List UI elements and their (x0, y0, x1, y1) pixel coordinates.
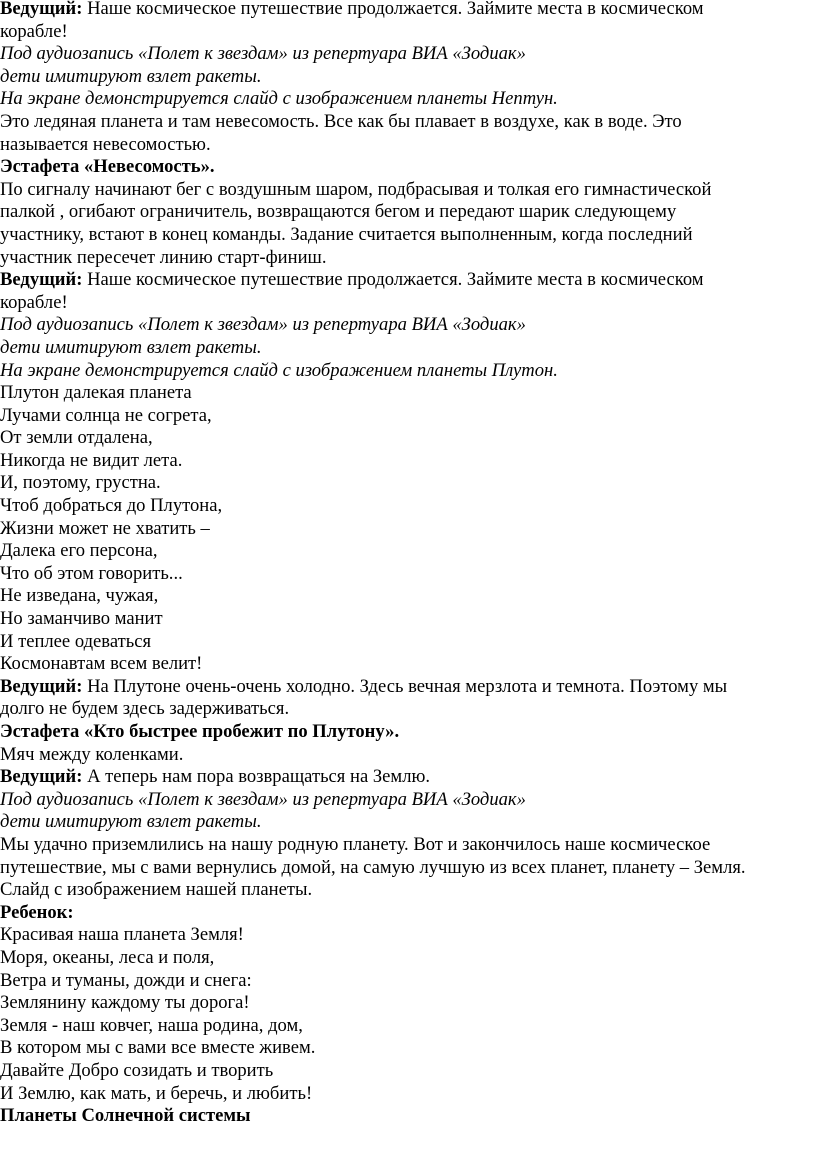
speaker-label: Ведущий: (0, 269, 83, 291)
body-text: корабле! (0, 291, 68, 313)
stage-direction: дети имитируют взлет ракеты. (0, 811, 262, 833)
text-line (0, 66, 816, 89)
text-line (0, 608, 816, 631)
body-text: Это ледяная планета и там невесомость. Все как бы плавает в воздухе, как в воде. Это (0, 110, 682, 132)
body-text: От земли отдалена, (0, 427, 153, 449)
text-line (0, 811, 816, 834)
text-line (0, 766, 816, 789)
text-line (0, 1060, 816, 1083)
body-text: Наше космическое путешествие продолжается. Займите места в космическом (82, 0, 704, 19)
stage-direction: На экране демонстрируется слайд с изображением планеты Плутон. (0, 359, 558, 381)
text-line (0, 134, 816, 157)
body-text: По сигналу начинают бег с воздушным шаром, подбрасывая и толкая его гимнастической (0, 178, 712, 200)
stage-direction: дети имитируют взлет ракеты. (0, 65, 262, 87)
text-line (0, 1015, 816, 1038)
text-line (0, 224, 816, 247)
text-line (0, 721, 816, 744)
speaker-label: Эстафета «Кто быстрее пробежит по Плутону». (0, 721, 400, 742)
body-text: корабле! (0, 20, 68, 42)
text-line (0, 789, 816, 812)
text-line (0, 495, 816, 518)
speaker-label: Эстафета «Невесомость». (0, 156, 215, 178)
text-line (0, 405, 816, 428)
stage-direction: На экране демонстрируется слайд с изображением планеты Нептун. (0, 88, 558, 110)
body-text: Землянину каждому ты дорога! (0, 992, 250, 1014)
body-text: Давайте Добро созидать и творить (0, 1059, 274, 1081)
text-line (0, 314, 816, 337)
body-text: Далека его персона, (0, 540, 158, 562)
body-text: палкой , огибают ограничитель, возвращаются бегом и передают шарик следующему (0, 201, 677, 223)
body-text: Чтоб добраться до Плутона, (0, 495, 223, 517)
text-line (0, 1083, 816, 1106)
text-line (0, 540, 816, 563)
text-line (0, 247, 816, 270)
speaker-label: Ведущий: (0, 766, 83, 788)
text-line (0, 269, 816, 292)
body-text: Слайд с изображением нашей планеты. (0, 879, 313, 901)
text-line (0, 992, 816, 1015)
text-line (0, 88, 816, 111)
body-text: Но заманчиво манит (0, 608, 163, 630)
text-line (0, 450, 816, 473)
text-line (0, 382, 816, 405)
text-line (0, 292, 816, 315)
text-line (0, 1037, 816, 1060)
speaker-label: Ведущий: (0, 0, 83, 19)
body-text: И теплее одеваться (0, 630, 152, 652)
body-text: Космонавтам всем велит! (0, 653, 203, 675)
body-text: Что об этом говорить... (0, 562, 183, 584)
text-line (0, 947, 816, 970)
text-line (0, 179, 816, 202)
text-line (0, 744, 816, 767)
body-text: путешествие, мы с вами вернулись домой, на самую лучшую из всех планет, планету – Земля. (0, 856, 746, 878)
body-text: Наше космическое путешествие продолжается. Займите места в космическом (82, 269, 704, 291)
body-text: Мяч между коленками. (0, 743, 184, 765)
text-line (0, 902, 816, 925)
body-text: Плутон далекая планета (0, 382, 192, 404)
body-text: В котором мы с вами все вместе живем. (0, 1037, 316, 1059)
body-text: Земля - наш ковчег, наша родина, дом, (0, 1014, 303, 1036)
text-line (0, 563, 816, 586)
body-text: Ветра и туманы, дожди и снега: (0, 969, 252, 991)
body-text: Моря, океаны, леса и поля, (0, 946, 215, 968)
body-text: Мы удачно приземлились на нашу родную планету. Вот и закончилось наше космическое (0, 833, 711, 855)
text-line (0, 156, 816, 179)
text-line (0, 427, 816, 450)
text-line (0, 360, 816, 383)
body-text: И Землю, как мать, и беречь, и любить! (0, 1082, 313, 1104)
body-text: Никогда не видит лета. (0, 449, 183, 471)
stage-direction: дети имитируют взлет ракеты. (0, 336, 262, 358)
text-line (0, 201, 816, 224)
body-text: Не изведана, чужая, (0, 585, 159, 607)
text-line (0, 518, 816, 541)
text-line (0, 631, 816, 654)
body-text: На Плутоне очень-очень холодно. Здесь вечная мерзлота и темнота. Поэтому мы (82, 675, 728, 697)
text-line (0, 0, 816, 21)
text-line (0, 653, 816, 676)
text-line (0, 970, 816, 993)
text-line (0, 879, 816, 902)
text-line (0, 857, 816, 880)
text-line (0, 21, 816, 44)
text-line (0, 337, 816, 360)
stage-direction: Под аудиозапись «Полет к звездам» из репертуара ВИА «Зодиак» (0, 43, 526, 65)
body-text: Красивая наша планета Земля! (0, 924, 244, 946)
body-text: участник пересечет линию старт-финиш. (0, 246, 327, 268)
body-text: Лучами солнца не согрета, (0, 404, 212, 426)
text-line (0, 676, 816, 699)
speaker-label: Планеты Солнечной системы (0, 1105, 251, 1127)
stage-direction: Под аудиозапись «Полет к звездам» из репертуара ВИА «Зодиак» (0, 788, 526, 810)
text-line (0, 43, 816, 66)
body-text: долго не будем здесь задерживаться. (0, 698, 290, 720)
body-text: участнику, встают в конец команды. Задание считается выполненным, когда последний (0, 223, 693, 245)
speaker-label: Ведущий: (0, 675, 83, 697)
text-line (0, 924, 816, 947)
text-line (0, 472, 816, 495)
speaker-label: Ребенок: (0, 901, 74, 923)
stage-direction: Под аудиозапись «Полет к звездам» из репертуара ВИА «Зодиак» (0, 314, 526, 336)
body-text: А теперь нам пора возвращаться на Землю. (82, 766, 431, 788)
body-text: И, поэтому, грустна. (0, 472, 161, 494)
body-text: Жизни может не хватить – (0, 517, 210, 539)
text-line (0, 834, 816, 857)
text-line (0, 1105, 816, 1128)
text-line (0, 698, 816, 721)
text-line (0, 585, 816, 608)
body-text: называется невесомостью. (0, 133, 211, 155)
text-line (0, 111, 816, 134)
